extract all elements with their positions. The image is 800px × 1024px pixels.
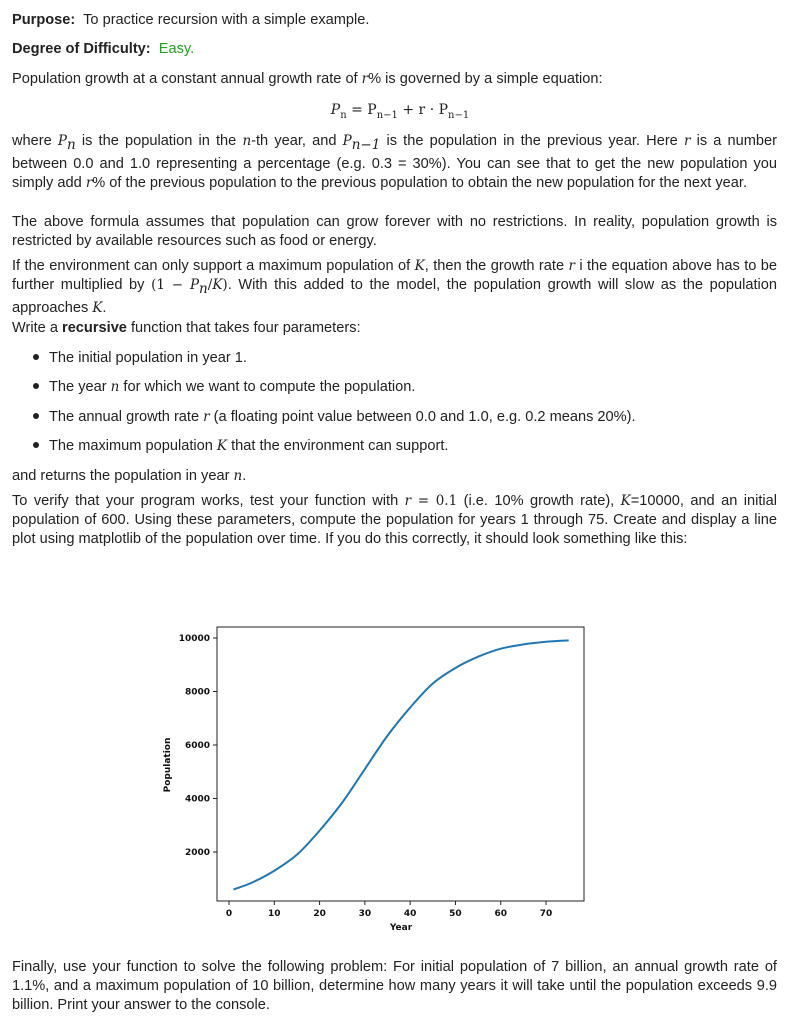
purpose-label: Purpose: [12, 12, 76, 28]
intro-paragraph [12, 70, 777, 89]
text-run: % is governed by a simple equation: [368, 71, 603, 87]
x-axis-label: Year [389, 923, 413, 933]
y-tick-label: 2000 [184, 848, 210, 858]
math-variable: r [203, 409, 210, 425]
population-line-chart [150, 615, 600, 935]
eq-lhs-sub: n [340, 109, 347, 121]
x-tick-label: 50 [449, 909, 462, 919]
x-tick-label: 20 [313, 909, 326, 919]
restriction-paragraph [12, 213, 777, 251]
text-run: The annual growth rate [49, 409, 204, 425]
math-variable: r [361, 71, 369, 87]
eq-lhs: P [330, 102, 341, 118]
returns-paragraph [12, 467, 777, 486]
math-variable: n [110, 379, 120, 395]
math-subscript: n−1 [351, 136, 381, 153]
text-run: Finally, use your function to solve the following problem: For initial population of 7 billion, an annual growth rate of 1.1%, and a maximum population of 10 billion, determine how many years it will take until the population exceeds 9.9 billion. Print your answer to the console. [12, 959, 777, 1013]
text-run: . [242, 468, 247, 484]
text-run: where [12, 133, 58, 149]
math-variable: K [92, 299, 103, 316]
text-run: , then the growth rate [424, 258, 569, 274]
text-run: -th year, and [251, 133, 343, 149]
math-variable: P [342, 133, 352, 149]
math-subscript: n [199, 280, 208, 297]
y-axis-label: Population [163, 737, 173, 793]
math-subscript: n [67, 136, 76, 153]
text-run: =10000, and an initial population of 600. Using these parameters, compute the population for years 1 through 75. Create and display a line plot using matplotlib of the population over time. If you do this correctly, it should look something like this: [12, 493, 777, 547]
bullet-dot [33, 383, 39, 389]
purpose-text: To practice recursion with a simple example. [83, 12, 370, 28]
text-run: The initial population in year 1. [49, 350, 247, 366]
task-paragraph [12, 319, 777, 338]
bold-text: recursive [62, 320, 127, 336]
text-run: is a number between 0.0 and 1.0 representing a percentage (e.g. 0.3 = 30%). You can see that to get the new population you simply add [12, 133, 778, 191]
bullet-item [33, 378, 415, 397]
eq-end-sub: n−1 [448, 109, 470, 121]
bullet-text [49, 438, 449, 454]
math-expression: = 0.1 [411, 493, 458, 509]
bullet-item [33, 349, 247, 368]
text-run: . [102, 299, 107, 316]
math-variable: K [212, 277, 223, 293]
definition-paragraph [12, 132, 777, 193]
difficulty-label: Degree of Difficulty: [12, 41, 151, 57]
math-variable: K [620, 493, 631, 509]
eq-mid: = P [346, 102, 377, 118]
text-run: is the population in the [75, 133, 243, 149]
text-run: for which we want to compute the population. [119, 379, 416, 395]
y-tick-label: 8000 [184, 687, 210, 698]
text-run: (i.e. 10% growth rate), [457, 493, 621, 509]
math-variable: K [216, 438, 228, 454]
bullet-dot [33, 354, 39, 360]
math-variable: n [242, 133, 252, 149]
math-expression: (1 − [151, 277, 190, 293]
text-run: and returns the population in year [12, 468, 234, 484]
x-tick-label: 10 [268, 909, 281, 919]
math-expression: ) [222, 277, 228, 293]
x-tick-label: 40 [403, 909, 417, 919]
text-run: The above formula assumes that population can grow forever with no restrictions. In reality, population growth is restricted by available resources such as food or energy. [12, 214, 777, 249]
math-variable: K [414, 258, 425, 274]
text-run: Population growth at a constant annual growth rate of [12, 71, 362, 87]
plot-frame [217, 627, 584, 901]
math-variable: r [85, 174, 93, 191]
text-run: that the environment can support. [227, 438, 449, 454]
y-tick-label: 4000 [184, 794, 210, 805]
bullet-dot [33, 442, 39, 448]
growth-equation [0, 102, 800, 121]
text-run: Write a [12, 320, 63, 336]
math-variable: r [568, 258, 575, 274]
difficulty-value: Easy. [158, 41, 195, 57]
text-run: To verify that your program works, test your function with [12, 493, 405, 509]
text-run: is the population in the previous year. Here [380, 133, 684, 149]
text-run: (a floating point value between 0.0 and 1.0, e.g. 0.2 means 20%). [209, 409, 636, 425]
purpose-line [12, 11, 777, 30]
text-run: The year [49, 379, 111, 395]
y-tick-label: 10000 [178, 634, 210, 644]
math-expression: / [207, 277, 213, 293]
math-variable: P [189, 277, 200, 293]
text-run: i the equation above has to be further multiplied by [12, 258, 778, 293]
x-tick-label: 30 [358, 909, 372, 919]
bullet-text [49, 350, 247, 366]
y-tick-label: 6000 [184, 741, 210, 751]
text-run: The maximum population [49, 438, 217, 454]
eq-mid-sub: n−1 [376, 109, 398, 121]
eq-plus: + r · P [397, 102, 449, 118]
capacity-paragraph [12, 257, 777, 318]
bullet-dot [33, 413, 39, 419]
verify-paragraph [12, 492, 777, 549]
math-variable: n [233, 468, 243, 484]
x-tick-label: 70 [539, 909, 553, 919]
math-variable: r [683, 133, 691, 149]
final-problem-paragraph [12, 958, 777, 1015]
text-run: function that takes four parameters: [126, 320, 361, 336]
bullet-item [33, 408, 636, 427]
difficulty-line [12, 40, 777, 59]
bullet-text [49, 379, 415, 395]
bullet-item [33, 437, 449, 456]
x-tick-label: 0 [225, 909, 233, 919]
bullet-text [49, 409, 636, 425]
text-run: . With this added to the model, the population growth will slow as the population approaches [12, 277, 777, 316]
math-variable: P [57, 133, 67, 149]
text-run: If the environment can only support a maximum population of [12, 258, 415, 274]
math-variable: r [404, 493, 412, 509]
x-tick-label: 60 [494, 909, 508, 919]
text-run: % of the previous population to the previous population to obtain the new population for the next year. [92, 174, 748, 191]
